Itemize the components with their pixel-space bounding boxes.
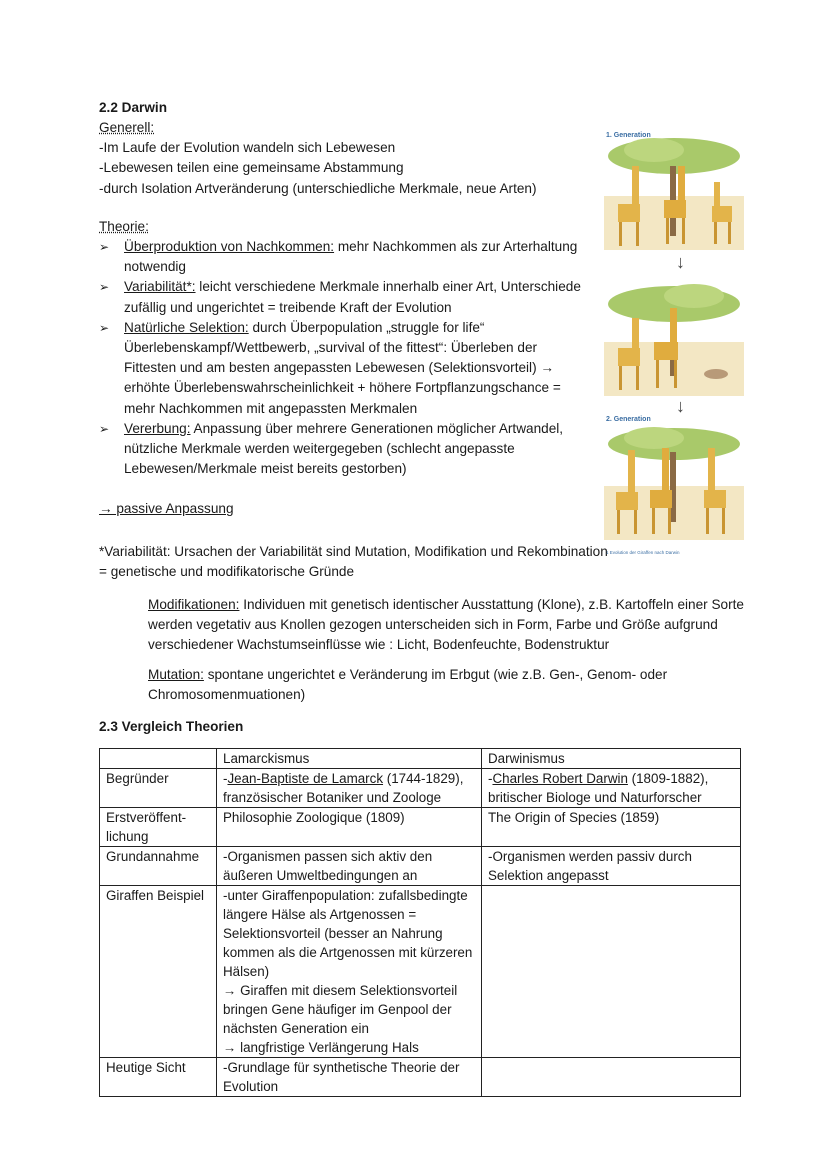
table-row [100,769,741,808]
row-label: Giraffen Beispiel [100,886,217,1058]
arrow-down-icon: ↓ [676,396,685,416]
variability-footnote: *Variabilität: Ursachen der Variabilität sind Mutation, Modifikation und Rekombination = genetische und modifikatorische Gründe [99,544,608,580]
arrow-down-icon: ↓ [676,252,685,272]
bullet-head: Vererbung: [124,420,191,436]
row-label: Begründer [100,769,217,808]
darwin-cell [482,1058,741,1097]
modification-paragraph [148,595,748,656]
list-item [99,419,581,480]
darwin-section [99,98,599,520]
header-cell: Darwinismus [482,749,741,769]
darwin-name-link[interactable]: Charles Robert Darwin [492,771,628,786]
header-cell [100,749,217,769]
giraffe-generation-2-image [604,282,744,396]
table-row [100,808,741,847]
cell-prefix: - [488,771,493,786]
theorie-heading: Theorie: [99,218,149,234]
cell-text: (1809-1882), britischer Biologe und Naturforscher [488,771,709,805]
lamarck-cell [217,886,482,1058]
darwin-cell [482,769,741,808]
list-item [99,237,581,277]
darwin-cell: -Organismen werden passiv durch Selektion angepasst [482,847,741,886]
arrowhead-bullet-icon: ➢ [99,421,110,436]
darwin-cell: The Origin of Species (1859) [482,808,741,847]
header-cell: Lamarckismus [217,749,482,769]
arrowhead-bullet-icon: ➢ [99,320,110,335]
bullet-text: leicht verschiedene Merkmale innerhalb einer Art, Unterschiede zufällig und ungerichtet = treibende Kraft der Evolution [124,279,581,315]
mutation-paragraph [148,665,708,705]
bullet-head: Variabilität*: [124,279,196,295]
cell-line: → Giraffen mit diesem Selektionsvorteil bringen Gene häufiger im Genpool der nächsten Generation ein [223,983,458,1036]
generation-1-label: 1. Generation [606,132,651,139]
giraffe-generation-1-image [604,136,744,250]
list-item [99,277,581,317]
generell-line: -Im Laufe der Evolution wandeln sich Lebewesen [99,140,396,156]
lamarck-name-link[interactable]: Jean-Baptiste de Lamarck [227,771,384,786]
darwin-cell [482,886,741,1058]
lamarck-cell: Philosophie Zoologique (1809) [217,808,482,847]
giraffe-generation-3-image [604,426,744,540]
section-title: 2.2 Darwin [99,100,167,115]
bullet-text: Anpassung über mehrere Generationen möglicher Artwandel, nützliche Merkmale werden weitergegeben (schlecht angepasste Lebewesen/Merkmale meist bereits gestorben) [124,420,564,477]
lamarck-cell: -Grundlage für synthetische Theorie der Evolution [217,1058,482,1097]
bullet-text: durch Überpopulation „struggle for life“ Überlebenskampf/Wettbewerb, „survival of the fittest“: Überleben der Fittesten und am besten angepassten Lebewesen (Selektionsvorteil) → erhöhte Überlebenswahrscheinlichkeit + höhere Fortpflanzungschance = mehr Nachkommen mit angepassten Merkmalen [124,319,561,416]
mod-text: Individuen mit genetisch identischer Ausstattung (Klone), z.B. Kartoffeln einer Sorte werden vegetativ aus Knollen gezogen unterscheiden sich in Form, Farbe und Größe aufgrund verschiedener Wachstumseinflüsse wie : Licht, Bodenfeuchte, Bodenstruktur [148,597,744,653]
cell-prefix: - [223,771,228,786]
cell-line: → langfristige Verlängerung Hals [223,1040,419,1055]
row-label: Heutige Sicht [100,1058,217,1097]
lamarck-cell: -Organismen passen sich aktiv den äußeren Umweltbedingungen an [217,847,482,886]
table-row [100,886,741,1058]
table-row [100,1058,741,1097]
generell-heading: Generell: [99,120,155,135]
bullet-text: mehr Nachkommen als zur Arterhaltung notwendig [124,239,578,275]
passive-adaptation: → passive Anpassung [99,501,234,517]
mod-head: Modifikationen: [148,597,240,612]
mut-head: Mutation: [148,667,204,682]
arrowhead-bullet-icon: ➢ [99,240,110,255]
generation-2-label: 2. Generation [606,416,651,423]
mut-text: spontane ungerichtet e Veränderung im Erbgut (wie z.B. Gen-, Genom- oder Chromosomenmuationen) [148,667,668,703]
section-title: 2.3 Vergleich Theorien [99,719,244,734]
figure-caption: 1 Evolution der Giraffen nach Darwin [606,550,680,555]
generell-line: -Lebewesen teilen eine gemeinsame Abstammung [99,160,404,176]
theory-list [99,237,581,479]
generell-line: -durch Isolation Artveränderung (unterschiedliche Merkmale, neue Arten) [99,180,537,196]
lamarck-cell [217,769,482,808]
table-header-row [100,749,741,769]
table-row [100,847,741,886]
row-label: Erstveröffent-lichung [100,808,217,847]
cell-text: (1744-1829), französischer Botaniker und Zoologe [223,771,464,805]
bullet-head: Überproduktion von Nachkommen: [124,239,335,255]
row-label: Grundannahme [100,847,217,886]
bullet-head: Natürliche Selektion: [124,319,249,335]
cell-line: -unter Giraffenpopulation: zufallsbedingte längere Hälse als Artgenossen = Selektionsvorteil (besser an Nahrung kommen als die Artgenossen mit kürzeren Hälsen) [223,888,473,979]
arrowhead-bullet-icon: ➢ [99,280,110,295]
comparison-table [99,748,741,1097]
list-item [99,318,581,419]
